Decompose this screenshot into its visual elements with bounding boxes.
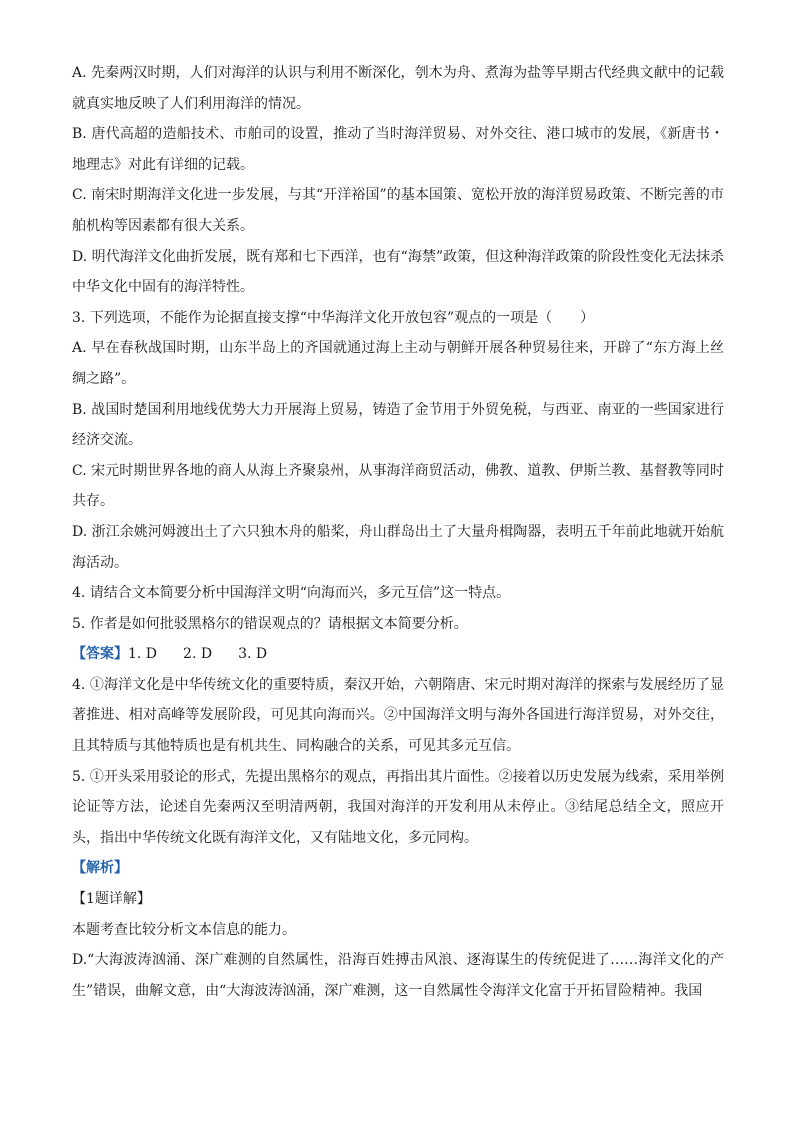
detail-1-option-d: D.“大海波涛汹涌、深广难测的自然属性，沿海百姓搏击风浪、逐海谋生的传统促进了……海洋文化的产生”错误，曲解文意，由“大海波涛汹涌，深广难测，这一自然属性令海洋文化富于开拓冒险精神。我国 [72, 952, 724, 999]
answer-1: 1. D [128, 646, 158, 663]
question-3: 3. 下列选项，不能作为论据直接支撑“中华海洋文化开放包容”观点的一项是（ ） [72, 309, 595, 326]
answer-2: 2. D [183, 646, 213, 663]
question-3-option-a: A. 早在春秋战国时期，山东半岛上的齐国就通过海上主动与朝鲜开展各种贸易往来，开辟了“东方海上丝绸之路”。 [72, 340, 724, 387]
option-c-text: C. 南宋时期海洋文化进一步发展，与其“开洋裕国”的基本国策、宽松开放的海洋贸易政策、不断完善的市舶机构等因素都有很大关系。 [72, 187, 724, 234]
option-b-text: B. 唐代高超的造船技术、市舶司的设置，推动了当时海洋贸易、对外交往、港口城市的发展，《新唐书・地理志》对此有详细的记载。 [72, 126, 724, 173]
answer-4-text: 4. ①海洋文化是中华传统文化的重要特质，秦汉开始，六朝隋唐、宋元时期对海洋的探索与发展经历了显著推进、相对高峰等发展阶段，可见其向海而兴。②中国海洋文明与海外各国进行海洋贸易，对外交往，且其特质与其他特质也是有机共生、同构融合的关系，可见其多元互信。 [72, 676, 724, 755]
question-3-option-b: B. 战国时楚国利用地线优势大力开展海上贸易，铸造了金节用于外贸免税，与西亚、南亚的一些国家进行经济交流。 [72, 401, 724, 449]
answer-line [72, 639, 724, 670]
answer-5-text: 5. ①开头采用驳论的形式，先提出黑格尔的观点，再指出其片面性。②接着以历史发展为线索，采用举例论证等方法，论述自先秦两汉至明清两朝，我国对海洋的开发利用从未停止。③结尾总结全文，照应开头，指出中华传统文化既有海洋文化，又有陆地文化，多元同构。 [72, 768, 724, 846]
detail-1-intro: 本题考查比较分析文本信息的能力。 [72, 921, 296, 938]
analysis-tag: 【解析】 [72, 860, 128, 877]
analysis-line [72, 853, 724, 884]
question-3-option-d: D. 浙江余姚河姆渡出土了六只独木舟的船桨，舟山群岛出土了大量舟楫陶器，表明五千年前此地就开始航海活动。 [72, 523, 724, 571]
document-page [72, 58, 724, 1006]
answer-tag: 【答案】 [72, 646, 128, 663]
answer-3: 3. D [238, 646, 268, 663]
option-a-text: A. 先秦两汉时期，人们对海洋的认识与利用不断深化，刳木为舟、煮海为盐等早期古代经典文献中的记载就真实地反映了人们利用海洋的情况。 [72, 65, 724, 112]
question-3-option-c: C. 宋元时期世界各地的商人从海上齐聚泉州，从事海洋商贸活动，佛教、道教、伊斯兰教、基督教等同时共存。 [72, 462, 724, 510]
option-d-text: D. 明代海洋文化曲折发展，既有郑和七下西洋，也有“海禁”政策，但这种海洋政策的阶段性变化无法抹杀中华文化中固有的海洋特性。 [72, 248, 724, 296]
question-4: 4. 请结合文本简要分析中国海洋文明“向海而兴，多元互信”这一特点。 [72, 585, 511, 602]
question-5: 5. 作者是如何批驳黑格尔的错误观点的？请根据文本简要分析。 [72, 615, 468, 632]
detail-1-heading: 【1题详解】 [72, 891, 151, 908]
